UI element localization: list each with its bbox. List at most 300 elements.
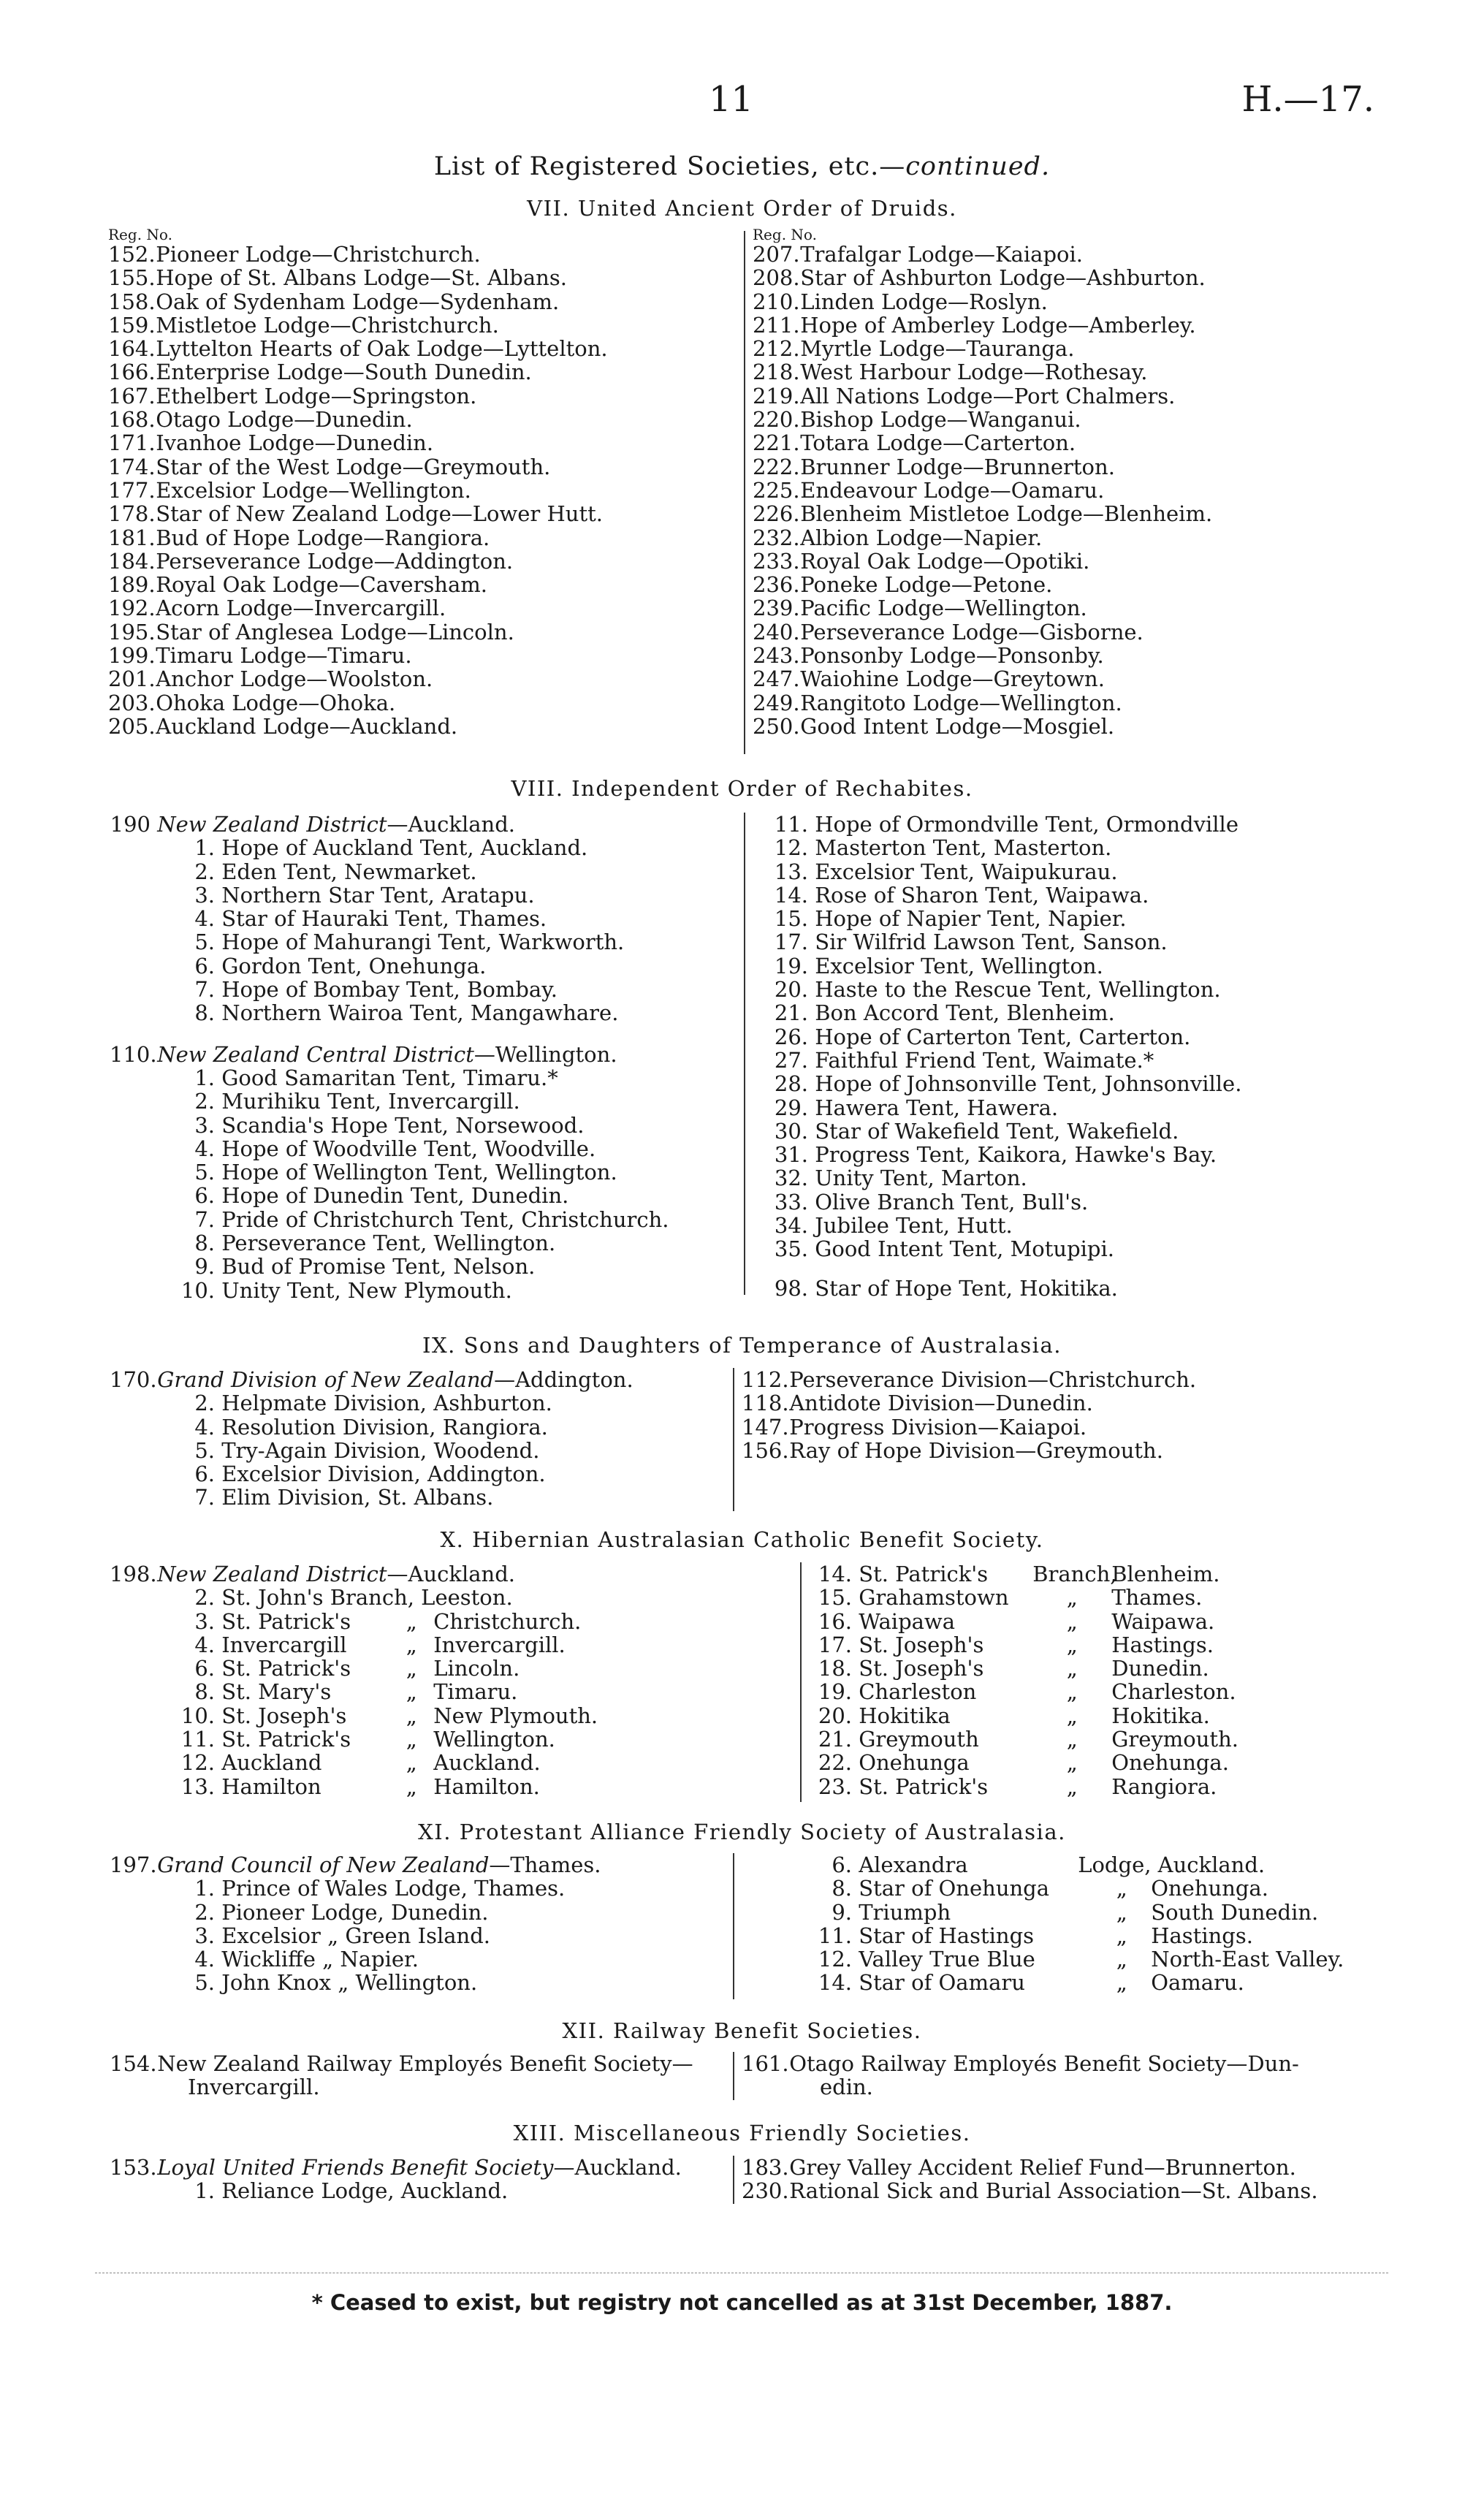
- lodge-label: Lodge,: [1078, 1852, 1152, 1877]
- item-number: 243.: [753, 643, 800, 669]
- item-text: Reliance Lodge, Auckland.: [221, 2178, 509, 2204]
- list-item: [110, 907, 669, 930]
- column-divider: [744, 813, 745, 1295]
- item-number: 12.: [774, 835, 808, 861]
- list-item: [110, 1657, 598, 1680]
- item-text: Hope of Dunedin Tent, Dunedin.: [221, 1183, 569, 1209]
- column-divider: [733, 2156, 734, 2204]
- item-text: Bud of Promise Tent, Nelson.: [221, 1254, 536, 1280]
- item-number: 6.: [194, 1656, 215, 1681]
- list-item: [767, 1025, 1241, 1049]
- society-entry-cont: edin.: [820, 2075, 873, 2100]
- item-text: Lyttelton Hearts of Oak Lodge—Lyttelton.: [156, 336, 608, 362]
- society-name: Loyal United Friends Benefit Society: [157, 2155, 554, 2180]
- item-text: Star of Wakefield Tent, Wakefield.: [815, 1118, 1179, 1144]
- item-text: Good Samaritan Tent, Timaru.*: [221, 1065, 558, 1090]
- list-item: [110, 1090, 669, 1113]
- item-text: Rangitoto Lodge—Wellington.: [800, 690, 1122, 715]
- item-text: Perseverance Division—Christchurch.: [789, 1367, 1197, 1392]
- branch-name: Waipawa: [859, 1608, 956, 1634]
- item-number: 8.: [194, 1000, 215, 1026]
- branch-place: South Dunedin.: [1151, 1899, 1319, 1925]
- item-text: Enterprise Lodge—South Dunedin.: [156, 360, 532, 385]
- item-number: 3.: [194, 1112, 215, 1138]
- item-text: Hope of Ormondville Tent, Ormondville: [815, 812, 1238, 837]
- item-text: Star of Ashburton Lodge—Ashburton.: [800, 265, 1206, 291]
- division-place: —Addington.: [494, 1367, 633, 1392]
- list-item: [108, 337, 608, 360]
- section-viii-extra: [767, 1277, 1118, 1300]
- item-number: 192.: [108, 596, 156, 621]
- list-item: [110, 1160, 669, 1184]
- district-heading: [110, 813, 669, 836]
- list-item: [767, 1143, 1241, 1166]
- item-number: 118.: [742, 1391, 789, 1416]
- ditto-mark: „: [406, 1750, 417, 1776]
- list-item: [108, 384, 608, 408]
- section-xiii-right-list: [742, 2156, 1318, 2203]
- list-item: [108, 691, 608, 715]
- item-number: 20.: [818, 1703, 852, 1728]
- item-text: Hope of Mahurangi Tent, Warkworth.: [221, 929, 625, 955]
- ditto-mark: „: [406, 1703, 417, 1728]
- ditto-mark: „: [1116, 1947, 1127, 1972]
- ditto-mark: „: [406, 1773, 417, 1799]
- branch-name: Charleston: [859, 1679, 977, 1705]
- list-item: [811, 1877, 1344, 1900]
- society-entry: [110, 2052, 693, 2075]
- item-number: 1.: [194, 835, 215, 861]
- item-text: Poneke Lodge—Petone.: [800, 572, 1053, 598]
- item-text: Hope of Napier Tent, Napier.: [815, 906, 1127, 932]
- item-number: 166.: [108, 360, 156, 385]
- item-text: St. John's Branch, Leeston.: [221, 1585, 513, 1611]
- lodge-place: Auckland.: [1157, 1852, 1266, 1877]
- section-viii-right: [767, 813, 1241, 1261]
- list-item: [110, 1680, 598, 1703]
- item-number: 27.: [774, 1047, 808, 1073]
- section-ix-right: [742, 1368, 1196, 1462]
- item-text: Auckland Lodge—Auckland.: [156, 713, 458, 739]
- item-number: 22.: [818, 1750, 852, 1776]
- list-item: [767, 978, 1241, 1001]
- section-vii-right: [753, 227, 1212, 738]
- item-number: 14.: [774, 882, 808, 908]
- list-item: [110, 836, 669, 859]
- list-item: [110, 2179, 682, 2202]
- item-number: 32.: [774, 1166, 808, 1191]
- branch-name: St. Patrick's: [221, 1656, 351, 1681]
- item-text: West Harbour Lodge—Rothesay.: [800, 360, 1148, 385]
- list-item: [753, 337, 1212, 360]
- item-text: Ethelbert Lodge—Springston.: [156, 383, 477, 408]
- list-item: [110, 1391, 633, 1415]
- branch-place: Oamaru.: [1151, 1970, 1244, 1996]
- reg-no-label: Reg. No.: [108, 226, 172, 243]
- section-viii-heading: VIII. Independent Order of Rechabites.: [511, 776, 973, 801]
- list-item: [110, 1255, 669, 1278]
- council-number: 197.: [110, 1852, 157, 1877]
- list-item: [110, 1486, 633, 1509]
- item-number: 155.: [108, 265, 156, 291]
- item-number: 154.: [110, 2051, 157, 2076]
- item-number: 226.: [753, 501, 800, 527]
- item-number: 11.: [774, 812, 808, 837]
- item-number: 5.: [194, 1970, 215, 1996]
- list-item: [753, 384, 1212, 408]
- district-heading: [110, 1562, 598, 1586]
- item-number: 207.: [753, 242, 800, 267]
- district-number: 190: [110, 812, 151, 837]
- item-text: Brunner Lodge—Brunnerton.: [800, 454, 1115, 479]
- branch-place: Rangiora.: [1111, 1773, 1217, 1799]
- branch-place: Christchurch.: [433, 1608, 582, 1634]
- item-number: 233.: [753, 548, 800, 574]
- list-item: [767, 1277, 1118, 1300]
- item-number: 174.: [108, 454, 156, 479]
- list-item: [108, 266, 608, 289]
- item-text: Faithful Friend Tent, Waimate.*: [815, 1047, 1154, 1073]
- section-x-right-list: [811, 1586, 1238, 1798]
- district-name: New Zealand District: [157, 1562, 387, 1586]
- item-text: Haste to the Rescue Tent, Wellington.: [815, 977, 1221, 1003]
- list-item: [110, 883, 669, 907]
- section-vii-left-list: [108, 243, 608, 738]
- section-x-right: [811, 1562, 1238, 1798]
- section-ix-heading: IX. Sons and Daughters of Temperance of Australasia.: [422, 1333, 1062, 1358]
- item-text: Pioneer Lodge—Christchurch.: [156, 242, 481, 267]
- list-item: [811, 1586, 1238, 1609]
- item-number: 30.: [774, 1118, 808, 1144]
- ditto-mark: „: [1066, 1727, 1078, 1752]
- ditto-mark: „: [1066, 1773, 1078, 1799]
- branch-name: Hamilton: [221, 1773, 321, 1799]
- item-number: 31.: [774, 1142, 808, 1168]
- district-items: [110, 836, 669, 1024]
- branch-place: Waipawa.: [1111, 1608, 1215, 1634]
- item-number: 2.: [194, 1391, 215, 1416]
- branch-name: Invercargill: [221, 1632, 347, 1657]
- ditto-mark: „: [1116, 1923, 1127, 1948]
- district-items: [110, 1066, 669, 1302]
- item-number: 2.: [194, 1585, 215, 1611]
- item-text: Mistletoe Lodge—Christchurch.: [156, 312, 499, 338]
- list-item: [108, 290, 608, 313]
- item-text: Northern Wairoa Tent, Mangawhare.: [221, 1000, 619, 1026]
- district-name: New Zealand District: [157, 812, 387, 837]
- list-item: [108, 573, 608, 596]
- item-number: 7.: [194, 977, 215, 1003]
- reg-no-label-right: Reg. No.: [753, 226, 817, 243]
- item-text: Totara Lodge—Carterton.: [800, 430, 1076, 456]
- item-text: Bishop Lodge—Wanganui.: [800, 407, 1081, 433]
- item-number: 34.: [774, 1213, 808, 1239]
- branch-name: St. Patrick's: [221, 1608, 351, 1634]
- item-text: Grey Valley Accident Relief Fund—Brunnerton.: [789, 2155, 1296, 2180]
- item-text: Good Intent Tent, Motupipi.: [815, 1236, 1114, 1262]
- item-number: 1.: [194, 2178, 215, 2204]
- item-number: 5.: [194, 929, 215, 955]
- district-number: 198.: [110, 1562, 157, 1586]
- division-heading: [110, 1368, 633, 1391]
- item-number: 18.: [818, 1656, 852, 1681]
- district-number: 110.: [110, 1041, 157, 1067]
- list-item: [110, 1137, 669, 1160]
- item-text: Hope of Bombay Tent, Bombay.: [221, 977, 558, 1003]
- item-number: 1.: [194, 1876, 215, 1901]
- list-item: [742, 1415, 1196, 1439]
- item-text: Star of New Zealand Lodge—Lower Hutt.: [156, 501, 604, 527]
- list-item: [767, 1049, 1241, 1072]
- item-number: 13.: [180, 1773, 215, 1799]
- item-text: Wickliffe „ Napier.: [221, 1947, 419, 1972]
- list-item: [110, 1208, 669, 1231]
- item-number: 5.: [194, 1160, 215, 1185]
- item-number: 184.: [108, 548, 156, 574]
- item-number: 8.: [194, 1231, 215, 1256]
- footnote: * Ceased to exist, but registry not cancelled as at 31st December, 1887.: [311, 2290, 1173, 2315]
- item-number: 33.: [774, 1189, 808, 1214]
- branch-name: Triumph: [859, 1899, 951, 1925]
- item-text: Ivanhoe Lodge—Dunedin.: [156, 430, 434, 456]
- item-text: Albion Lodge—Napier.: [800, 525, 1043, 550]
- item-text: Northern Star Tent, Aratapu.: [221, 882, 535, 908]
- item-text: John Knox „ Wellington.: [221, 1970, 478, 1996]
- item-number: 4.: [194, 1947, 215, 1972]
- item-number: 10.: [180, 1703, 215, 1728]
- ditto-mark: „: [1116, 1899, 1127, 1925]
- ditto-mark: „: [1066, 1656, 1078, 1681]
- list-item: [767, 836, 1241, 859]
- branch-place: Wellington.: [433, 1727, 555, 1752]
- section-x-left-list: [110, 1610, 598, 1798]
- branch-place: Onehunga.: [1111, 1750, 1229, 1776]
- item-number: 171.: [108, 430, 156, 456]
- list-item: [742, 1368, 1196, 1391]
- branch-place: North-East Valley.: [1151, 1947, 1344, 1972]
- branch-name: St. Joseph's: [859, 1632, 984, 1657]
- item-text: Progress Division—Kaiapoi.: [789, 1414, 1087, 1440]
- list-item: [753, 691, 1212, 715]
- section-xii-left: [110, 2052, 693, 2099]
- item-number: 156.: [742, 1437, 789, 1463]
- branch-place: Hokitika.: [1111, 1703, 1210, 1728]
- item-text: Prince of Wales Lodge, Thames.: [221, 1876, 566, 1901]
- list-item: [767, 1119, 1241, 1143]
- list-item: [753, 313, 1212, 337]
- item-number: 19.: [774, 953, 808, 978]
- list-item: [753, 431, 1212, 455]
- item-number: 7.: [194, 1485, 215, 1510]
- item-number: 14.: [818, 1562, 852, 1586]
- item-number: 6.: [194, 1183, 215, 1209]
- society-place: —Auckland.: [553, 2155, 682, 2180]
- item-text: Excelsior Tent, Wellington.: [815, 953, 1103, 978]
- list-item: [110, 1279, 669, 1302]
- list-item: [767, 954, 1241, 978]
- list-item: [110, 1462, 633, 1486]
- item-text: Sir Wilfrid Lawson Tent, Sanson.: [815, 929, 1168, 955]
- list-item: [767, 1214, 1241, 1237]
- district-place: —Auckland.: [387, 812, 515, 837]
- list-item: [767, 1190, 1241, 1214]
- item-text: Unity Tent, Marton.: [815, 1166, 1027, 1191]
- item-number: 205.: [108, 713, 156, 739]
- list-item: [753, 526, 1212, 550]
- item-number: 16.: [818, 1608, 852, 1634]
- list-item: [108, 502, 608, 525]
- branch-place: Invercargill.: [433, 1632, 566, 1657]
- item-text: Otago Lodge—Dunedin.: [156, 407, 413, 433]
- item-text: Timaru Lodge—Timaru.: [156, 643, 412, 669]
- item-number: 10.: [180, 1277, 215, 1303]
- column-divider: [733, 1368, 734, 1511]
- item-text: Ponsonby Lodge—Ponsonby.: [800, 643, 1104, 669]
- item-text: Gordon Tent, Onehunga.: [221, 953, 487, 978]
- item-number: 195.: [108, 619, 156, 645]
- list-item: [110, 1751, 598, 1774]
- item-text: Excelsior Lodge—Wellington.: [156, 477, 471, 503]
- item-number: 247.: [753, 666, 800, 692]
- item-number: 13.: [774, 859, 808, 884]
- item-number: 219.: [753, 383, 800, 408]
- list-item: [110, 1775, 598, 1798]
- item-number: 164.: [108, 336, 156, 362]
- column-divider: [733, 1853, 734, 1999]
- list-item: [811, 1924, 1344, 1947]
- item-number: 153.: [110, 2155, 157, 2180]
- item-number: 250.: [753, 713, 800, 739]
- item-text: Bud of Hope Lodge—Rangiora.: [156, 525, 490, 550]
- section-x-left: [110, 1562, 598, 1798]
- branch-place: Hastings.: [1151, 1923, 1253, 1948]
- ditto-mark: „: [406, 1632, 417, 1657]
- district-place: —Auckland.: [387, 1562, 515, 1586]
- ditto-mark: „: [1116, 1876, 1127, 1901]
- list-item: [767, 1166, 1241, 1190]
- branch-name: Auckland: [221, 1750, 322, 1776]
- section-xiii-left: [110, 2156, 682, 2203]
- list-item: [811, 1971, 1344, 1994]
- list-item: [753, 243, 1212, 266]
- branch-place: Auckland.: [433, 1750, 541, 1776]
- item-number: 230.: [742, 2178, 789, 2204]
- list-item: [110, 1901, 601, 1924]
- item-number: 15.: [818, 1585, 852, 1611]
- item-number: 2.: [194, 859, 215, 884]
- ditto-mark: „: [1066, 1703, 1078, 1728]
- item-text: Ohoka Lodge—Ohoka.: [156, 690, 396, 715]
- list-item: [753, 502, 1212, 525]
- branch-place: Lincoln.: [433, 1656, 520, 1681]
- list-item: [110, 1001, 669, 1024]
- list-item: [108, 550, 608, 573]
- item-text: Olive Branch Tent, Bull's.: [815, 1189, 1089, 1214]
- list-item: [811, 1775, 1238, 1798]
- page-reference: H.—17.: [1241, 79, 1374, 120]
- item-text: Oak of Sydenham Lodge—Sydenham.: [156, 289, 560, 314]
- item-text: Endeavour Lodge—Oamaru.: [800, 477, 1105, 503]
- item-number: 168.: [108, 407, 156, 433]
- list-item: [753, 620, 1212, 644]
- item-number: 3.: [194, 1608, 215, 1634]
- section-xii-heading: XII. Railway Benefit Societies.: [562, 2018, 922, 2043]
- item-text: Helpmate Division, Ashburton.: [221, 1391, 552, 1416]
- item-number: 208.: [753, 265, 800, 291]
- section-xi-heading: XI. Protestant Alliance Friendly Society of Australasia.: [418, 1820, 1066, 1844]
- item-number: 3.: [194, 882, 215, 908]
- section-ix-right-list: [742, 1368, 1196, 1462]
- branch-place: Charleston.: [1111, 1679, 1236, 1705]
- item-text: Elim Division, St. Albans.: [221, 1485, 494, 1510]
- list-item: [108, 620, 608, 644]
- branch-name: St. Joseph's: [859, 1656, 984, 1681]
- list-item: [753, 596, 1212, 620]
- item-text: Star of Anglesea Lodge—Lincoln.: [156, 619, 514, 645]
- item-text: Pride of Christchurch Tent, Christchurch.: [221, 1206, 669, 1232]
- item-text: Hope of Carterton Tent, Carterton.: [815, 1024, 1191, 1049]
- item-number: 9.: [832, 1899, 852, 1925]
- district-heading: [110, 1043, 669, 1066]
- branch-label: Branch,: [1032, 1562, 1117, 1586]
- list-item: [742, 1439, 1196, 1462]
- item-text: Excelsior Tent, Waipukurau.: [815, 859, 1118, 884]
- item-text: Perseverance Lodge—Addington.: [156, 548, 514, 574]
- list-item: [108, 431, 608, 455]
- item-number: 21.: [818, 1727, 852, 1752]
- branch-name: Star of Oamaru: [859, 1970, 1025, 1996]
- item-text: Star of Hauraki Tent, Thames.: [221, 906, 547, 932]
- item-text: Murihiku Tent, Invercargill.: [221, 1089, 520, 1114]
- item-number: 28.: [774, 1071, 808, 1097]
- item-number: 17.: [818, 1632, 852, 1657]
- list-item: [108, 408, 608, 431]
- list-item: [753, 667, 1212, 691]
- item-number: 19.: [818, 1679, 852, 1705]
- item-text: Blenheim Mistletoe Lodge—Blenheim.: [800, 501, 1213, 527]
- section-viii-left: [110, 813, 669, 1302]
- lodge-name: Alexandra: [859, 1852, 968, 1877]
- branch-name: Star of Hastings: [859, 1923, 1035, 1948]
- item-text: Unity Tent, New Plymouth.: [221, 1277, 512, 1303]
- item-number: 4.: [194, 906, 215, 932]
- branch-name: Star of Onehunga: [859, 1876, 1050, 1901]
- section-xiii-heading: XIII. Miscellaneous Friendly Societies.: [513, 2121, 971, 2145]
- list-item: [753, 290, 1212, 313]
- item-text: Ray of Hope Division—Greymouth.: [789, 1437, 1163, 1463]
- item-number: 26.: [774, 1024, 808, 1049]
- list-item: [110, 1610, 598, 1633]
- item-text: Excelsior „ Green Island.: [221, 1923, 490, 1948]
- lodge-place-group: [1078, 1853, 1265, 1877]
- list-item: [767, 1072, 1241, 1095]
- item-number: 35.: [774, 1236, 808, 1262]
- item-number: 7.: [194, 1206, 215, 1232]
- column-divider: [744, 231, 745, 754]
- list-item: [811, 1657, 1238, 1680]
- list-item: [108, 667, 608, 691]
- branch-place: Onehunga.: [1151, 1876, 1268, 1901]
- list-item: [742, 2156, 1318, 2179]
- list-item: [108, 715, 608, 738]
- item-text: Royal Oak Lodge—Caversham.: [156, 572, 487, 598]
- item-number: 152.: [108, 242, 156, 267]
- item-text: Anchor Lodge—Woolston.: [156, 666, 433, 692]
- item-text: Hope of Woodville Tent, Woodville.: [221, 1136, 596, 1161]
- list-item: [753, 644, 1212, 667]
- item-text: Good Intent Lodge—Mosgiel.: [800, 713, 1115, 739]
- list-item: [110, 1439, 633, 1462]
